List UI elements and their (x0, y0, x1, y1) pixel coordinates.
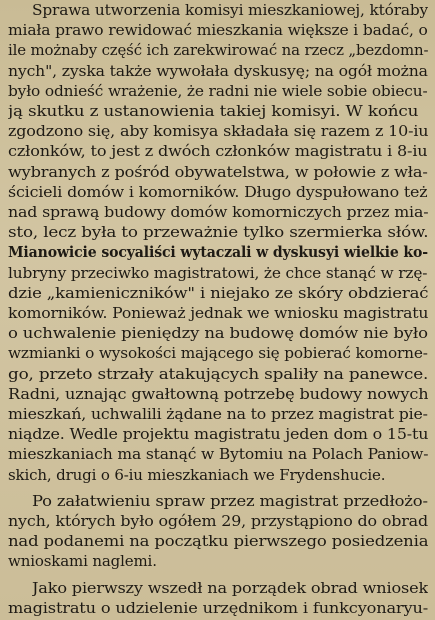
text-line: mieszkaniach ma stanąć w Bytomiu na Polach Paniow- (8, 445, 428, 463)
text-line: go, przeto strzały atakujących spaliły na panewce. (8, 365, 428, 383)
text-line: Po załatwieniu spraw przez magistrat przedłożo- (32, 492, 428, 510)
text-line: skich, drugi o 6-iu mieszkaniach we Frydenshucie. (8, 466, 386, 484)
text-line: nych", zyska także wywołała dyskusyę; na ogół można (8, 62, 428, 80)
text-line: Mianowicie socyaliści wytaczali w dyskusyi wielkie ko- (8, 243, 428, 261)
text-line: Sprawa utworzenia komisyi mieszkaniowej, któraby (32, 1, 428, 19)
text-line: wybranych z pośród obywatelstwa, w połowie z wła- (8, 163, 428, 181)
text-line: Radni, uznając gwałtowną potrzebę budowy nowych (8, 385, 428, 403)
text-line: komorników. Ponieważ jednak we wniosku magistratu (8, 304, 428, 322)
text-line: było odnieść wrażenie, że radni nie wiele sobie obiecu- (8, 82, 428, 100)
text-line: miała prawo rewidować mieszkania większe i badać, o (8, 21, 428, 39)
text-line: ścicieli domów i komorników. Długo dyspułowano też (8, 183, 428, 201)
text-line: nych, których było ogółem 29, przystąpiono do obrad (8, 512, 428, 530)
text-line: nad sprawą budowy domów komorniczych przez mia- (8, 203, 428, 221)
text-line: lubryny przeciwko magistratowi, że chce stanąć w rzę- (8, 264, 428, 282)
text-line: sto, lecz była to przeważnie tylko szermierka słów. (8, 223, 428, 241)
text-line: mieszkań, uchwalili żądane na to przez magistrat pie- (8, 405, 428, 423)
text-line: zgodzono się, aby komisya składała się razem z 10-iu (8, 122, 428, 140)
text-line: wnioskami naglemi. (8, 552, 157, 570)
text-line: ją skutku z ustanowienia takiej komisyi. W końcu (8, 102, 419, 120)
text-line: Jako pierwszy wszedł na porządek obrad wniosek (32, 579, 428, 597)
text-line: wzmianki o wysokości mającego się pobierać komorne- (8, 344, 428, 362)
text-line: nad podanemi na początku pierwszego posiedzenia (8, 532, 428, 550)
text-line: ile możnaby część ich zarekwirować na rzecz „bezdomn- (8, 41, 428, 59)
text-line: dzie „kamieniczników" i niejako ze skóry obdzierać (8, 284, 428, 302)
text-line: członków, to jest z dwóch członków magistratu i 8-iu (8, 142, 428, 160)
text-line: niądze. Wedle projektu magistratu jeden dom o 15-tu (8, 425, 428, 443)
text-line: magistratu o udzielenie urzędnikom i funkcyonaryu- (8, 599, 428, 617)
text-line: o uchwalenie pieniędzy na budowę domów nie było (8, 324, 428, 342)
